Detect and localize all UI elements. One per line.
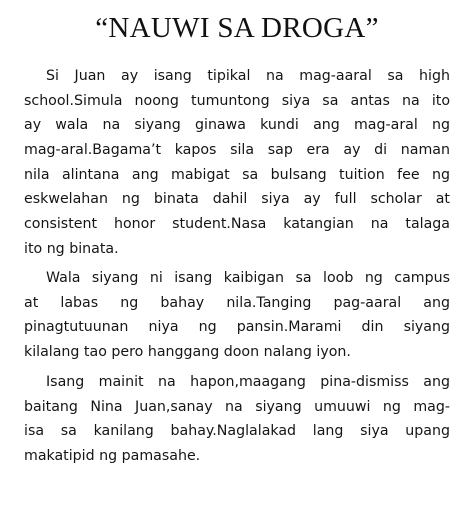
paragraph-3 [24,370,450,469]
paragraph-line: Isang mainit na hapon,maagang pina-dismiss ang [46,374,450,390]
paragraph-line: eskwelahan ng binata dahil siya ay full scholar at [24,191,450,208]
paragraph-line: Si Juan ay isang tipikal na mag-aaral sa high [46,68,450,84]
paragraph-line: ay wala na siyang ginawa kundi ang mag-aral ng [24,117,450,134]
paragraph-line: nila alintana ang mabigat sa bulsang tuition fee ng [24,166,450,183]
document-title: “NAUWI SA DROGA” [95,12,379,44]
paragraph-line: pinagtutuunan niya ng pansin.Marami din siyang [24,319,450,336]
paragraph-2 [24,266,450,365]
paragraph-line: kilalang tao pero hanggang doon nalang iyon. [24,344,351,361]
paragraph-line: ito ng binata. [24,240,119,257]
paragraph-line: at labas ng bahay nila.Tanging pag-aaral ang [24,294,450,311]
paragraph-1 [24,64,450,262]
paragraph-line: isa sa kanilang bahay.Naglalakad lang siya upang [24,423,450,440]
paragraph-line: Wala siyang ni isang kaibigan sa loob ng campus [46,270,450,286]
paragraph-line: makatipid ng pamasahe. [24,448,201,465]
paragraph-line: consistent honor student.Nasa katangian na talaga [24,216,450,233]
paragraph-line: school.Simula noong tumuntong siya sa antas na ito [24,92,450,109]
paragraph-line: baitang Nina Juan,sanay na siyang umuuwi ng mag- [24,398,450,415]
paragraph-line: mag-aral.Bagama’t kapos sila sap era ay di naman [24,142,450,159]
